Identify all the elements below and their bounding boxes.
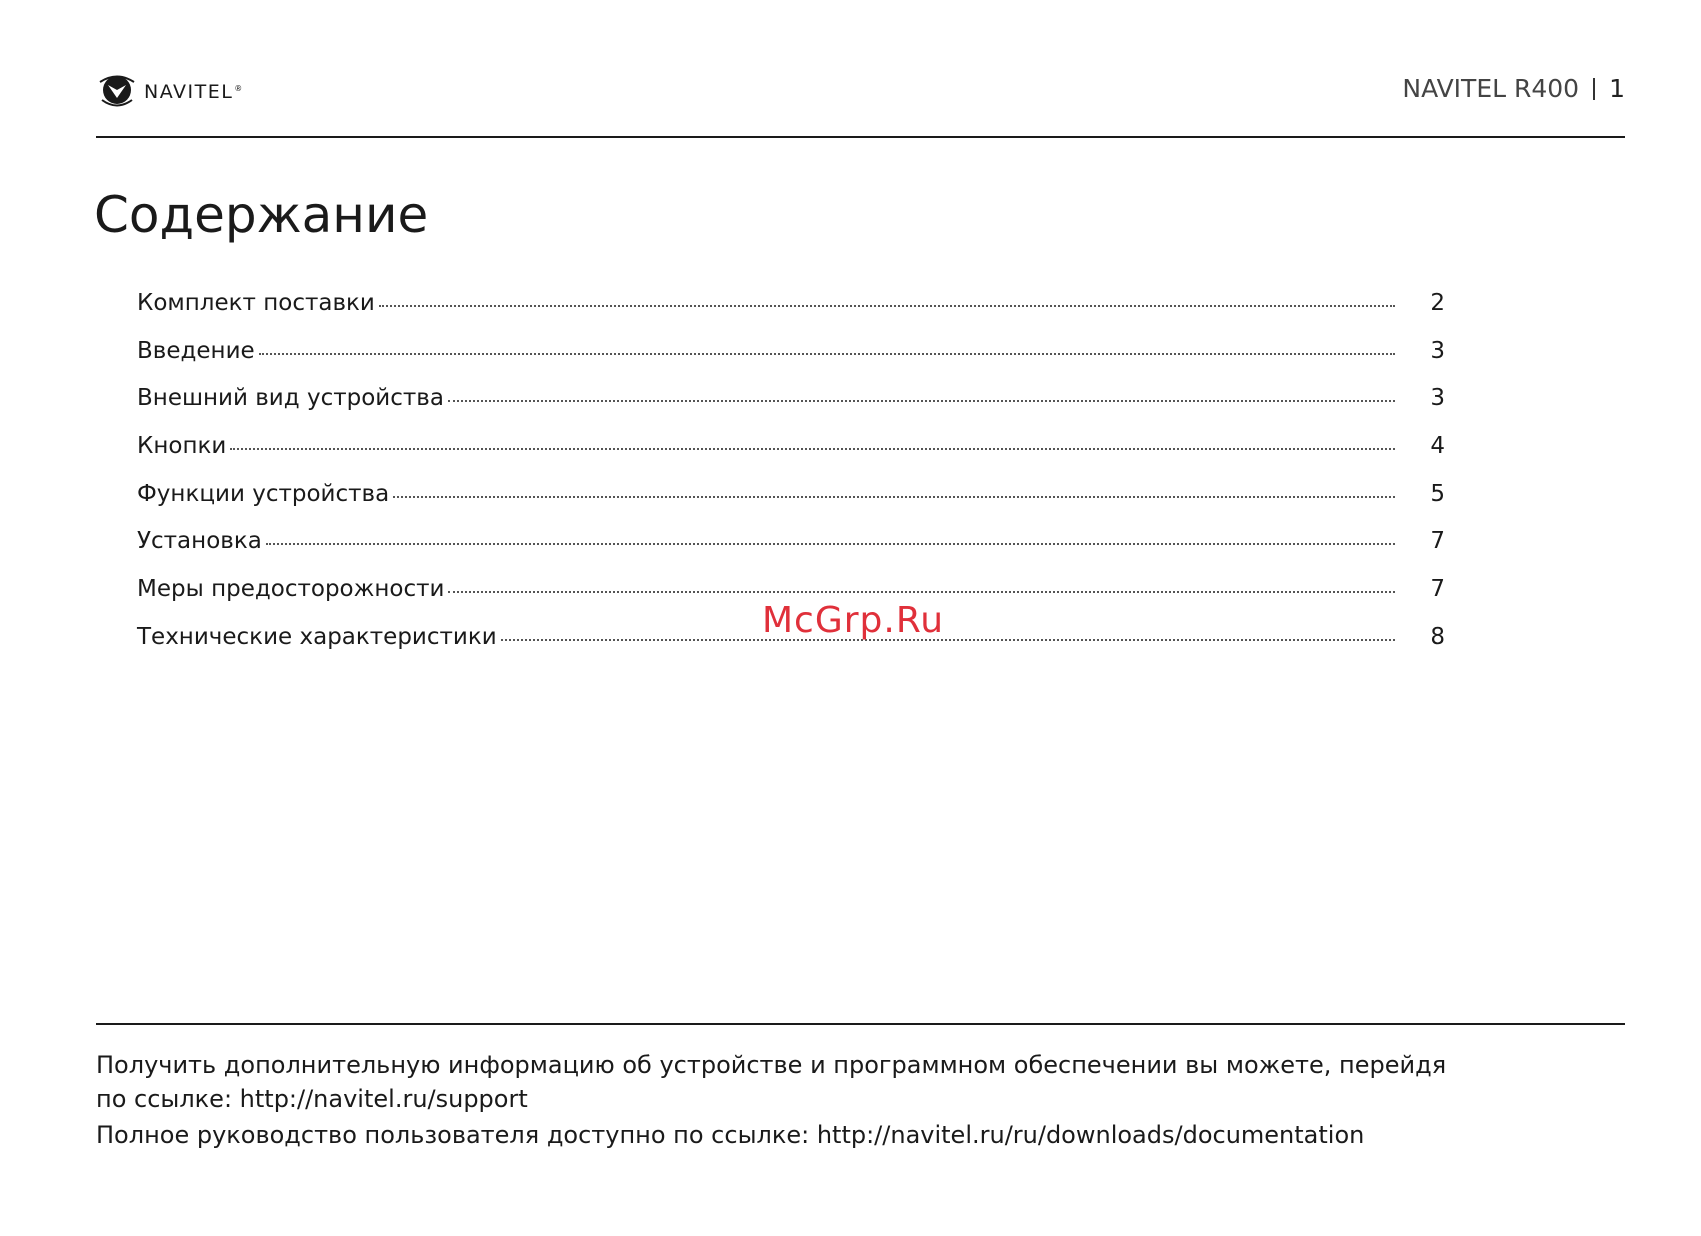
toc-leader-dots xyxy=(501,639,1395,641)
toc-entry-label: Установка xyxy=(137,528,262,555)
header-divider xyxy=(1593,78,1595,100)
toc-entry-label: Введение xyxy=(137,337,255,364)
toc-leader-dots xyxy=(448,591,1395,593)
toc-entry-page: 7 xyxy=(1430,528,1445,555)
footer-support-link[interactable]: по ссылке: http://navitel.ru/support xyxy=(96,1085,528,1113)
toc-entry[interactable] xyxy=(137,528,1445,576)
top-rule xyxy=(96,136,1625,138)
toc-entry[interactable] xyxy=(137,385,1445,433)
toc-entry-label: Внешний вид устройства xyxy=(137,385,444,412)
footer-line: Получить дополнительную информацию об устройстве и программном обеспечении вы можете, перейдя xyxy=(96,1051,1447,1079)
toc-entry-page: 7 xyxy=(1430,576,1445,603)
toc-entry-label: Меры предосторожности xyxy=(137,576,445,603)
toc-entry-label: Комплект поставки xyxy=(137,290,375,316)
toc-entry-page: 2 xyxy=(1430,290,1445,316)
footer-documentation-link[interactable]: Полное руководство пользователя доступно по ссылке: http://navitel.ru/ru/downloads/documentation xyxy=(96,1121,1365,1149)
navitel-logo-icon xyxy=(96,69,138,115)
page-title: Содержание xyxy=(94,186,429,244)
toc-entry[interactable] xyxy=(137,481,1445,529)
toc-leader-dots xyxy=(393,496,1395,498)
toc-entry[interactable] xyxy=(137,433,1445,481)
model-name: NAVITEL R400 xyxy=(1402,74,1580,103)
toc-entry-page: 8 xyxy=(1430,623,1445,650)
watermark: McGrp.Ru xyxy=(762,600,945,641)
footer-note xyxy=(96,1048,1616,1152)
toc-leader-dots xyxy=(266,543,1395,545)
toc-entry-label: Кнопки xyxy=(137,433,227,460)
toc-entry[interactable] xyxy=(137,290,1445,338)
bottom-rule xyxy=(96,1023,1625,1025)
toc-entry-label: Технические характеристики xyxy=(137,623,497,650)
toc-leader-dots xyxy=(379,305,1395,307)
toc-entry-page: 4 xyxy=(1430,433,1445,460)
brand-name: NAVITEL® xyxy=(144,81,244,103)
toc-leader-dots xyxy=(230,448,1395,450)
toc-leader-dots xyxy=(448,400,1395,402)
toc-entry-page: 5 xyxy=(1430,480,1445,507)
page-number: 1 xyxy=(1609,74,1625,103)
toc-entry-label: Функции устройства xyxy=(137,480,390,507)
toc-entry-page: 3 xyxy=(1430,337,1445,364)
toc-entry-page: 3 xyxy=(1430,385,1445,412)
toc-leader-dots xyxy=(259,353,1395,355)
toc-entry[interactable] xyxy=(137,338,1445,386)
brand-logo xyxy=(96,70,244,114)
page-header xyxy=(1402,74,1625,103)
